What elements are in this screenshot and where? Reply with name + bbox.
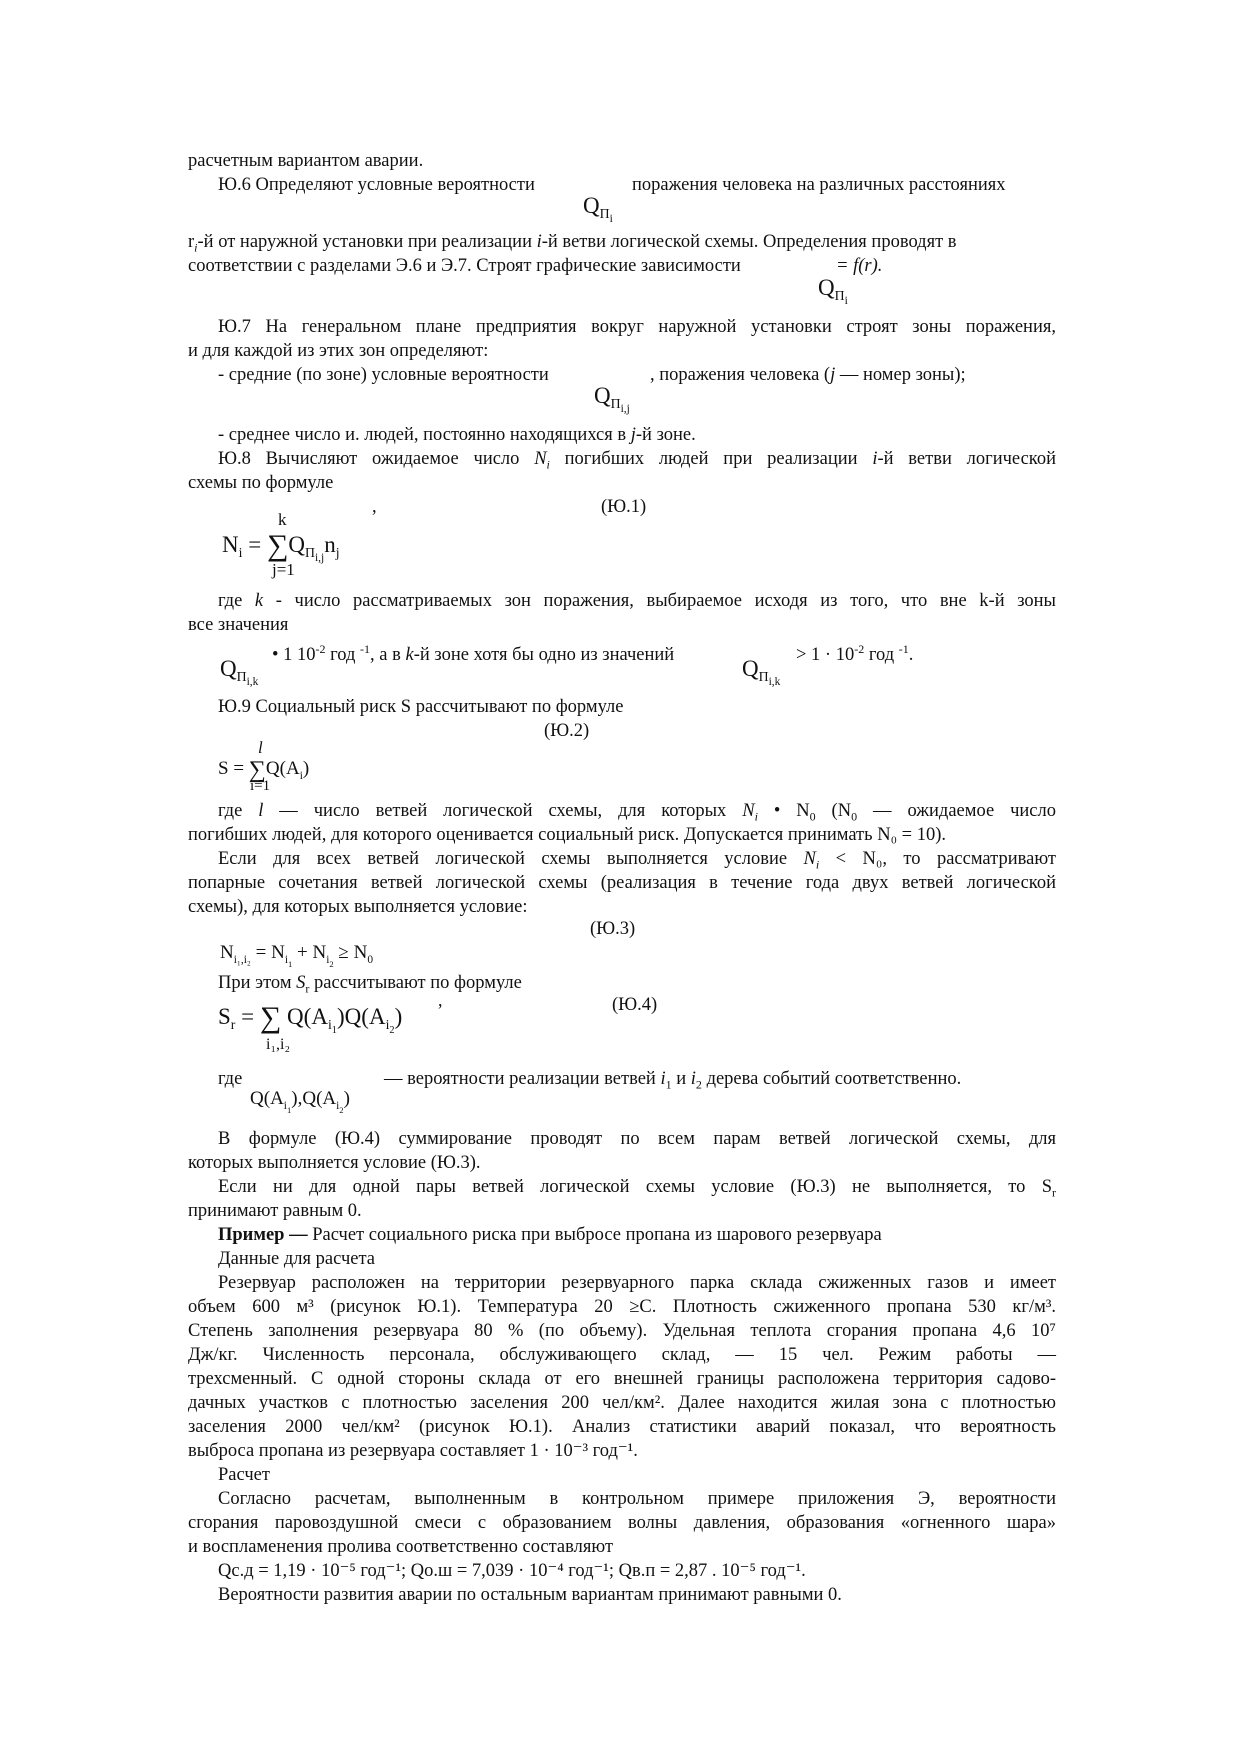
formula-q-pi: $Q_{Пi}$ xyxy=(818,275,848,307)
paragraph-line: Если ни для одной пары ветвей логической схемы условие (Ю.3) не выполняется, то $S_r$ xyxy=(218,1177,1056,1200)
formula-yu4: $S_r$ = ∑ $Q(A_{i1})Q(A_{i2})$ , i₁,i₂ xyxy=(218,990,443,1053)
paragraph-line: — вероятности реализации ветвей $i_1$ и $i_2$ дерева событий соответственно. xyxy=(384,1069,962,1092)
paragraph-line: > $1 \cdot 10^{-2}$ год $^{-1}$. xyxy=(796,642,914,666)
paragraph-line: - среднее число и. людей, постоянно находящихся в j-й зоне. xyxy=(218,425,696,445)
paragraph-line: Резервуар расположен на территории резервуарного парка склада сжиженных газов и имеет xyxy=(218,1273,1056,1293)
paragraph-line: Ю.6 Определяют условные вероятности xyxy=(218,175,535,195)
paragraph-line: выброса пропана из резервуара составляет 1 · 10⁻³ год⁻¹. xyxy=(188,1441,638,1461)
formula-q-a: $Q(A_{i1}),Q(A_{i2})$ xyxy=(250,1088,350,1115)
paragraph-line: объем 600 м³ (рисунок Ю.1). Температура 20 ≥С. Плотность сжиженного пропана 530 кг/м³. xyxy=(188,1297,1056,1317)
paragraph-line: принимают равным 0. xyxy=(188,1201,362,1221)
formula-q-pi-ik: $Q_{Пi,k}$ xyxy=(742,656,781,688)
paragraph-line: трехсменный. С одной стороны склада от его внешней границы расположена территория садово- xyxy=(188,1369,1056,1389)
paragraph-line: где xyxy=(218,1069,243,1089)
paragraph-line: • 1 $10^{-2}$ год $^{-1}$, а в k-й зоне хотя бы одно из значений xyxy=(272,642,675,666)
paragraph-line: $r_i-й$ от наружной установки при реализации i-й ветви логической схемы. Определения проводят в xyxy=(188,232,957,255)
equation-number: (Ю.3) xyxy=(590,919,636,939)
paragraph-line: Дж/кг. Численность персонала, обслуживающего склад, — 15 чел. Режим работы — xyxy=(188,1345,1056,1365)
paragraph-line: где l — число ветвей логической схемы, для которых $N_i$ • $N_0$ ($N_0$ — ожидаемое число xyxy=(218,801,1056,824)
paragraph-line: заселения 2000 чел/км² (рисунок Ю.1). Анализ статистики аварий показал, что вероятность xyxy=(188,1417,1056,1437)
paragraph-line: Согласно расчетам, выполненным в контрольном примере приложения Э, вероятности xyxy=(218,1489,1056,1509)
paragraph-line: Ю.8 Вычисляют ожидаемое число $N_i$ погибших людей при реализации i-й ветви логической xyxy=(218,449,1056,472)
formula-q-pi-ij: $Q_{Пi,j}$ xyxy=(594,383,630,415)
equation-number: (Ю.2) xyxy=(544,721,590,741)
paragraph-line: Вероятности развития аварии по остальным вариантам принимают равными 0. xyxy=(218,1585,842,1605)
paragraph-line: сгорания паровоздушной смеси с образованием волны давления, образования «огненного шара» xyxy=(188,1513,1056,1533)
paragraph-line: Ю.9 Социальный риск S рассчитывают по формуле xyxy=(218,697,624,717)
formula-q-pi: $Q_{Пi}$ xyxy=(583,193,613,225)
formula-q-pi-ik: $Q_{Пi,k}$ xyxy=(220,656,259,688)
paragraph-line: Ю.7 На генеральном плане предприятия вокруг наружной установки строят зоны поражения, xyxy=(218,317,1056,337)
paragraph-line: дачных участков с плотностью заселения 200 чел/км². Далее находится жилая зона с плотностью xyxy=(188,1393,1056,1413)
paragraph-line: поражения человека на различных расстояниях xyxy=(632,175,1006,195)
paragraph-line: - средние (по зоне) условные вероятности xyxy=(218,365,549,385)
paragraph-line: В формуле (Ю.4) суммирование проводят по всем парам ветвей логической схемы, для xyxy=(218,1129,1056,1149)
paragraph-line: При этом $S_r$ рассчитывают по формуле xyxy=(218,973,522,996)
paragraph-line: Если для всех ветвей логической схемы выполняется условие $N_i < N_0$, то рассматривают xyxy=(218,849,1056,872)
paragraph-line: погибших людей, для которого оценивается социальный риск. Допускается принимать N₀ = 10). xyxy=(188,825,946,845)
paragraph-line: попарные сочетания ветвей логической схемы (реализация в течение года двух ветвей логической xyxy=(188,873,1056,893)
formula-yu2: l $S = \sum Q(A_i)$ i=1 xyxy=(218,738,310,794)
paragraph-line: соответствии с разделами Э.6 и Э.7. Строят графические зависимости xyxy=(188,256,741,276)
paragraph-line: и для каждой из этих зон определяют: xyxy=(188,341,489,361)
paragraph-line: , поражения человека (j — номер зоны); xyxy=(650,365,966,385)
formula-yu3: $N_{i_1,i_2} = N_{i1} + N_{i2} \ge N_0$ xyxy=(220,942,374,969)
paragraph-line: схемы по формуле xyxy=(188,473,334,493)
paragraph-line: Qс.д = 1,19 · 10⁻⁵ год⁻¹; Qо.ш = 7,039 · 10⁻⁴ год⁻¹; Qв.п = 2,87 . 10⁻⁵ год⁻¹. xyxy=(218,1561,806,1581)
example-heading: Пример — Расчет социального риска при выбросе пропана из шарового резервуара xyxy=(218,1225,882,1245)
paragraph-line: Степень заполнения резервуара 80 % (по объему). Удельная теплота сгорания пропана 4,6 10⁷ xyxy=(188,1321,1056,1341)
paragraph-line: и воспламенения пролива соответственно составляют xyxy=(188,1537,614,1557)
paragraph-line: = f(r). xyxy=(836,256,883,276)
paragraph-line: схемы), для которых выполняется условие: xyxy=(188,897,528,917)
equation-number: (Ю.1) xyxy=(601,497,647,517)
paragraph-line: Расчет xyxy=(218,1465,270,1485)
paragraph-line: расчетным вариантом аварии. xyxy=(188,151,424,171)
paragraph-line: где k - число рассматриваемых зон поражения, выбираемое исходя из того, что вне k-й зоны xyxy=(218,591,1056,611)
paragraph-line: все значения xyxy=(188,615,289,635)
formula-yu1: k $N_i = \sum Q_{Пi,j}n_j$ j=1 xyxy=(222,510,340,579)
formula-comma: , xyxy=(372,497,377,517)
equation-number: (Ю.4) xyxy=(612,995,658,1015)
paragraph-line: которых выполняется условие (Ю.3). xyxy=(188,1153,481,1173)
paragraph-line: Данные для расчета xyxy=(218,1249,376,1269)
